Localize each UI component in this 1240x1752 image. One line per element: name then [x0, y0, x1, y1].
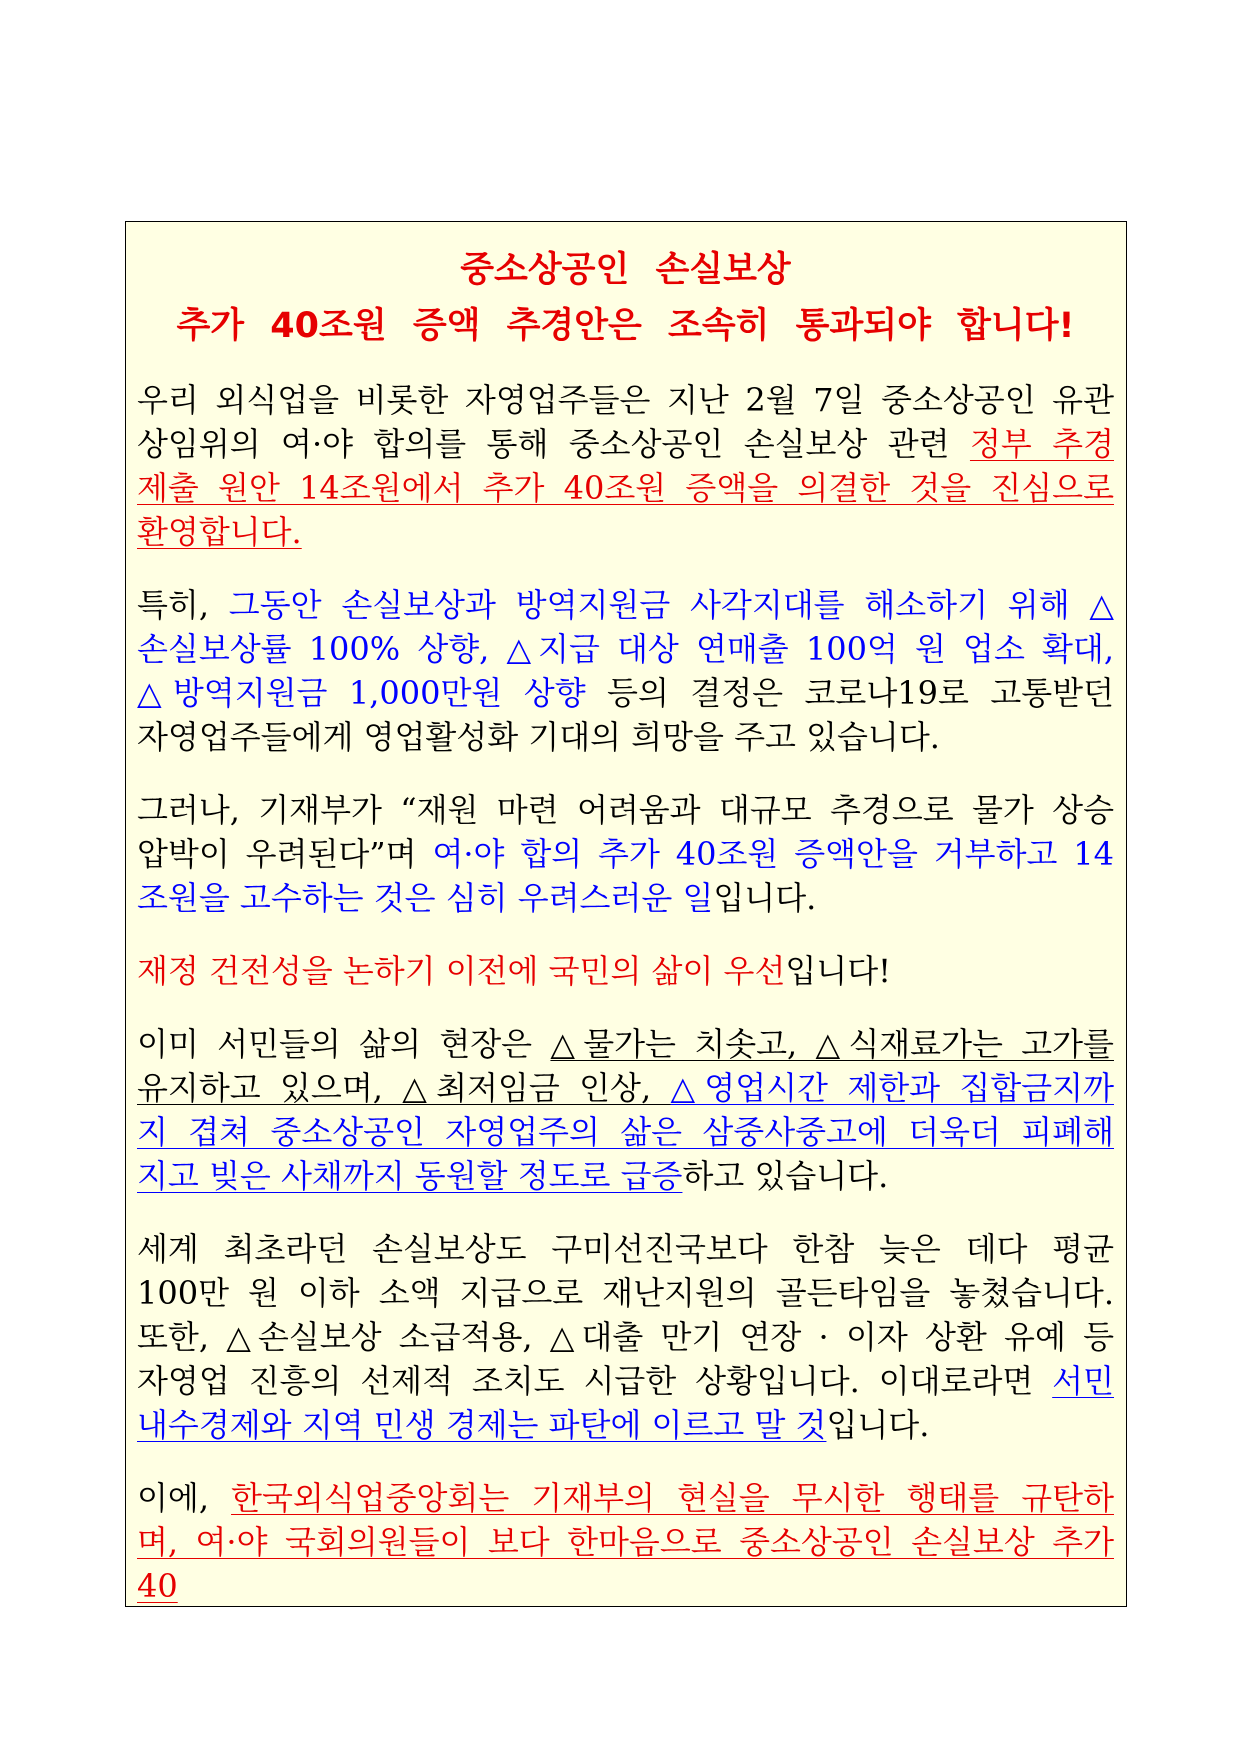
emphasis-text-blue: 여·야 합의 추가 40조원 증액안을 거부하고 14	[432, 835, 1115, 873]
emphasis-text-blue-underlined: 서민	[1052, 1362, 1114, 1400]
text-line	[137, 466, 1114, 510]
text-line	[137, 1110, 1114, 1154]
body-text: 상임위의 여·야 합의를 통해 중소상공인 손실보상 관련	[137, 425, 970, 463]
body-text: 입니다!	[785, 952, 891, 990]
emphasis-text-blue-underlined: 지 겹쳐 중소상공인 자영업주의 삶은 삼중사중고에 더욱더 피폐해	[137, 1113, 1114, 1151]
body-text: 압박이 우려된다”며	[137, 835, 433, 873]
text-line	[137, 378, 1114, 422]
emphasis-text-blue-underlined: △영업시간 제한과 집합금지까	[670, 1069, 1114, 1107]
text-line	[137, 1520, 1114, 1564]
statement-box	[125, 221, 1127, 1607]
text-line	[137, 671, 1114, 715]
body-paragraph	[137, 378, 1114, 554]
body-paragraph	[137, 949, 1114, 993]
text-line	[137, 1403, 1114, 1447]
text-line	[137, 1315, 1114, 1359]
emphasis-text-red: 재정 건전성을 논하기 이전에 국민의 삶이 우선	[137, 952, 786, 990]
body-text: 입니다.	[713, 879, 817, 917]
body-text: 우리 외식업을 비롯한 자영업주들은 지난 2월 7일 중소상공인 유관	[137, 381, 1114, 419]
text-line	[137, 510, 1114, 554]
emphasis-text-red-underlined: 정부 추경	[969, 425, 1114, 463]
body-paragraph	[137, 1227, 1114, 1447]
text-line	[137, 832, 1114, 876]
body-paragraph	[137, 583, 1114, 759]
body-text: 하고 있습니다.	[682, 1157, 889, 1195]
body-text: 자영업 진흥의 선제적 조치도 시급한 상황입니다. 이대로라면	[137, 1362, 1053, 1400]
body-text: 이에,	[137, 1479, 232, 1517]
title-line-2: 추가 40조원 증액 추경안은 조속히 통과되야 합니다!	[176, 306, 1075, 346]
emphasis-text-blue-underlined: 지고 빚은 사채까지 동원할 정도로 급증	[137, 1157, 683, 1195]
text-line	[137, 1476, 1114, 1520]
body-text: 세계 최초라던 손실보상도 구미선진국보다 한참 늦은 데다 평균	[137, 1230, 1114, 1268]
body-text-underlined: 유지하고 있으며, △최저임금 인상,	[137, 1069, 671, 1107]
text-line	[137, 1227, 1114, 1271]
text-line	[137, 1564, 1114, 1607]
emphasis-text-red-underlined: 환영합니다.	[137, 513, 302, 551]
emphasis-text-blue: 조원을 고수하는 것은 심히 우려스러운 일	[137, 879, 714, 917]
title-line-1: 중소상공인 손실보상	[460, 250, 791, 290]
emphasis-text-blue: 그동안 손실보상과 방역지원금 사각지대를 해소하기 위해 △	[228, 586, 1115, 624]
body-text: 그러나, 기재부가 “재원 마련 어려움과 대규모 추경으로 물가 상승	[137, 791, 1114, 829]
text-line	[137, 1359, 1114, 1403]
text-line	[137, 422, 1114, 466]
emphasis-text-red-underlined: 제출 원안 14조원에서 추가 40조원 증액을 의결한 것을 진심으로	[137, 469, 1114, 507]
statement-body	[137, 378, 1114, 1607]
emphasis-text-blue-underlined: 내수경제와 지역 민생 경제는 파탄에 이르고 말 것	[137, 1406, 827, 1444]
text-line	[137, 583, 1114, 627]
emphasis-text-blue: △방역지원금 1,000만원 상향	[137, 674, 586, 712]
text-line	[137, 1022, 1114, 1066]
text-line	[137, 627, 1114, 671]
body-text: 등의 결정은 코로나19로 고통받던	[585, 674, 1114, 712]
body-text: 특히,	[137, 586, 229, 624]
emphasis-text-red-underlined: 한국외식업중앙회는 기재부의 현실을 무시한 행태를 규탄하	[231, 1479, 1114, 1517]
body-text: 100만 원 이하 소액 지급으로 재난지원의 골든타임을 놓쳤습니다.	[137, 1274, 1114, 1312]
emphasis-text-blue: 손실보상률 100% 상향, △지급 대상 연매출 100억 원 업소 확대,	[137, 630, 1114, 668]
text-line	[137, 1271, 1114, 1315]
body-text: 입니다.	[826, 1406, 930, 1444]
body-paragraph	[137, 1476, 1114, 1607]
body-paragraph	[137, 788, 1114, 920]
text-line	[137, 1066, 1114, 1110]
text-line	[137, 1154, 1114, 1198]
body-text: 이미 서민들의 삶의 현장은	[137, 1025, 551, 1063]
body-text-underlined: △물가는 치솟고, △식재료가는 고가를	[550, 1025, 1114, 1063]
text-line	[137, 949, 1114, 993]
body-text: 자영업주들에게 영업활성화 기대의 희망을 주고 있습니다.	[137, 718, 940, 756]
text-line	[137, 715, 1114, 759]
text-line	[137, 788, 1114, 832]
body-paragraph	[137, 1022, 1114, 1198]
statement-title	[137, 242, 1114, 354]
emphasis-text-red-underlined: 40	[137, 1567, 178, 1605]
body-text: 또한, △손실보상 소급적용, △대출 만기 연장 · 이자 상환 유예 등	[137, 1318, 1114, 1356]
emphasis-text-red-underlined: 며, 여·야 국회의원들이 보다 한마음으로 중소상공인 손실보상 추가	[137, 1523, 1114, 1561]
text-line	[137, 876, 1114, 920]
